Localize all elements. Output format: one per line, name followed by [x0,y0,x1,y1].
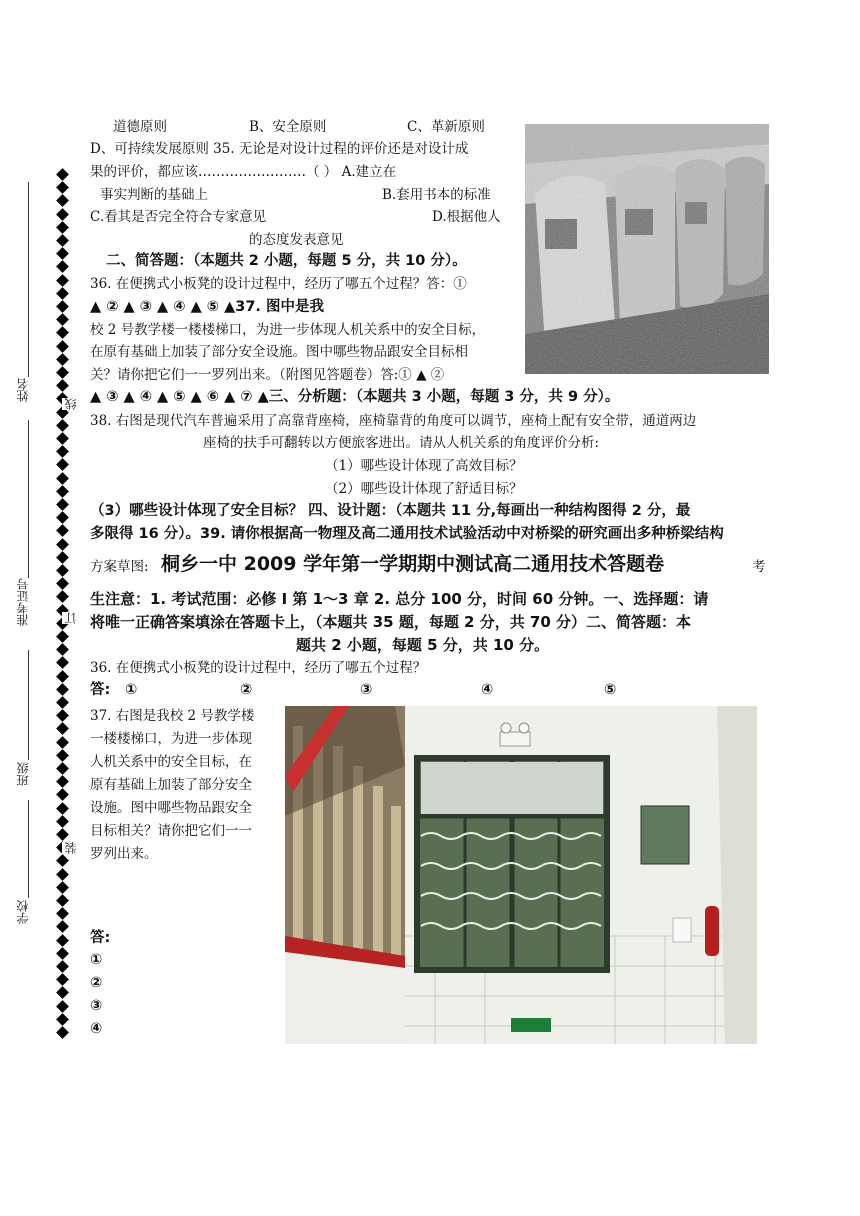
q35-line-4: 事实判断的基础上 [100,187,208,203]
binding-diamond [56,472,69,485]
binding-diamond [56,947,69,960]
binding-diamond [56,591,69,604]
q35-line-2: D、可持续发展原则 35. 无论是对设计过程的评价还是对设计成 [90,141,469,157]
binding-diamond [56,723,69,736]
binding-diamond [56,643,69,656]
binding-diamond [56,247,69,260]
binding-diamond [56,1026,69,1039]
binding-diamond [56,934,69,947]
binding-diamond [56,973,69,986]
name-label: 姓名 [16,378,30,402]
binding-diamond [56,1013,69,1026]
exam-number-line [28,420,29,578]
binding-diamond [56,749,69,762]
name-line [28,182,29,377]
binding-diamond [56,907,69,920]
answer-sheet-title: 桐乡一中 2009 学年第一学期期中测试高二通用技术答题卷 [161,553,665,575]
answer2-mark-2[interactable]: ② [90,975,103,991]
binding-diamond [56,485,69,498]
binding-diamond [56,657,69,670]
q35-option-b2: B.套用书本的标准 [382,187,491,203]
q38-line-2: 座椅的扶手可翻转以方便旅客进出。请从人机关系的角度评价分析: [203,435,600,451]
answer-label: 答: [90,682,111,698]
answer2-mark-4[interactable]: ④ [90,1021,103,1037]
q36-line-2: ▲ ② ▲ ③ ▲ ④ ▲ ⑤ ▲37. 图中是我 [90,299,324,315]
binding-diamond [56,815,69,828]
binding-diamond [56,736,69,749]
q37-col-line-3: 人机关系中的安全目标，在 [90,754,252,770]
q35-option-c2: C.看其是否完全符合专家意见 [90,209,267,225]
binding-diamond [56,445,69,458]
q37-line-1: 校 2 号教学楼一楼楼梯口，为进一步体现人机关系中的安全目标， [90,322,486,338]
answer-mark-1[interactable]: ① [125,682,138,698]
binding-diamond [56,353,69,366]
binding-diamond [56,340,69,353]
binding-diamond [56,538,69,551]
binding-diamond [56,287,69,300]
q37-line-2: 在原有基础上加装了部分安全设施。图中哪些物品跟安全目标相 [90,344,468,360]
bind-char: 装 [64,842,78,854]
notice-line-3: 题共 2 小题，每题 5 分，共 10 分。 [296,636,550,654]
binding-diamond [56,419,69,432]
stairwell-photo [285,706,757,1044]
binding-diamond [56,181,69,194]
q37-col-line-2: 一楼楼梯口，为进一步体现 [90,731,252,747]
binding-diamond [56,551,69,564]
cut-line-char: 线 [64,398,78,410]
binding-diamond [56,168,69,181]
q35-option-a-tail: 道德原则 [113,119,167,135]
class-label: 班级 [16,762,30,786]
answer2-label: 答: [90,930,111,946]
binding-diamond [56,775,69,788]
binding-diamond [56,762,69,775]
binding-diamond [56,1000,69,1013]
binding-diamond [56,577,69,590]
binding-diamond [56,313,69,326]
binding-diamond [56,195,69,208]
binding-diamond [56,987,69,1000]
binding-diamond [56,894,69,907]
binding-diamond [56,802,69,815]
binding-diamond [56,921,69,934]
binding-diamond [56,208,69,221]
q38-sub-3-and-section-4: （3）哪些设计体现了安全目标？ 四、设计题：（本题共 11 分,每画出一种结构图得 2 分，最 [90,503,691,519]
staple-char: 订 [64,612,78,624]
binding-diamond [56,525,69,538]
q38-sub-1: （1）哪些设计体现了高效目标？ [325,458,523,474]
q39-line-1: 多限得 16 分）。39. 请你根据高一物理及高二通用技术试验活动中对桥梁的研究画出多种桥梁结构 [90,526,724,542]
binding-diamond [56,960,69,973]
answer-mark-4[interactable]: ④ [481,682,494,698]
binding-diamond [56,683,69,696]
binding-diamond [56,366,69,379]
q36-line-1: 36. 在便携式小板凳的设计过程中，经历了哪五个过程？答：① [90,276,467,292]
q38-line-1: 38. 右图是现代汽车普遍采用了高靠背座椅，座椅靠背的角度可以调节，座椅上配有安全带，通道两边 [90,413,697,429]
q37-col-line-4: 原有基础上加装了部分安全 [90,777,252,793]
q35-option-c: C、革新原则 [407,119,485,135]
q37-col-line-6: 目标相关？请你把它们一一 [90,823,252,839]
notice-line-2: 将唯一正确答案填涂在答题卡上，（本题共 35 题，每题 2 分，共 70 分）二、简答题：本 [90,613,692,631]
q37-col-line-5: 设施。图中哪些物品跟安全 [90,800,252,816]
binding-diamond [56,261,69,274]
q39-line-2-prefix: 方案草图: [90,559,149,575]
q37-line-4: ▲ ③ ▲ ④ ▲ ⑤ ▲ ⑥ ▲ ⑦ ▲三、分析题：（本题共 3 小题，每题 3 分，共 9 分）。 [90,389,620,405]
q38-sub-2: （2）哪些设计体现了舒适目标？ [325,481,523,497]
binding-diamond [56,498,69,511]
binding-diamond [56,696,69,709]
answer2-mark-1[interactable]: ① [90,952,103,968]
binding-diamond [56,881,69,894]
answer2-mark-3[interactable]: ③ [90,998,103,1014]
binding-diamond-border [56,170,70,1040]
answer-q36: 36. 在便携式小板凳的设计过程中，经历了哪五个过程？ [90,660,427,676]
binding-diamond [56,300,69,313]
binding-diamond [56,789,69,802]
binding-diamond [56,630,69,643]
q35-option-b: B、安全原则 [249,119,327,135]
binding-diamond [56,234,69,247]
binding-diamond [56,564,69,577]
class-line [28,650,29,760]
answer-mark-2[interactable]: ② [240,682,253,698]
binding-diamond [56,670,69,683]
q35-option-d2: D.根据他人 [432,209,501,225]
q35-line-3: 果的评价，都应该……………………（ ） A.建立在 [90,164,397,180]
school-label: 学校 [16,900,30,924]
binding-diamond [56,221,69,234]
section-2-heading: 二、简答题：（本题共 2 小题，每题 5 分，共 10 分）。 [106,253,467,269]
binding-diamond [56,379,69,392]
binding-diamond [56,828,69,841]
binding-diamond [56,511,69,524]
binding-diamond [56,855,69,868]
exam-number-label: 准考证号 [16,578,30,626]
answer-mark-3[interactable]: ③ [360,682,373,698]
q37-line-3: 关？请你把它们一一罗列出来。（附图见答题卷）答:① ▲ ② [90,367,445,383]
q37-col-line-1: 37. 右图是我校 2 号教学楼 [90,708,255,724]
title-suffix: 考 [752,559,766,575]
q37-col-line-7: 罗列出来。 [90,846,158,862]
binding-diamond [56,327,69,340]
answer-mark-5[interactable]: ⑤ [604,682,617,698]
binding-diamond [56,868,69,881]
binding-diamond [56,274,69,287]
notice-line-1: 生注意：1. 考试范围：必修 I 第 1～3 章 2. 总分 100 分，时间 60 分钟。一、选择题：请 [90,590,709,608]
binding-diamond [56,709,69,722]
binding-diamond [56,459,69,472]
school-line [28,800,29,898]
bus-seats-photo [525,124,769,374]
binding-diamond [56,432,69,445]
q35-line-6: 的态度发表意见 [249,232,344,248]
